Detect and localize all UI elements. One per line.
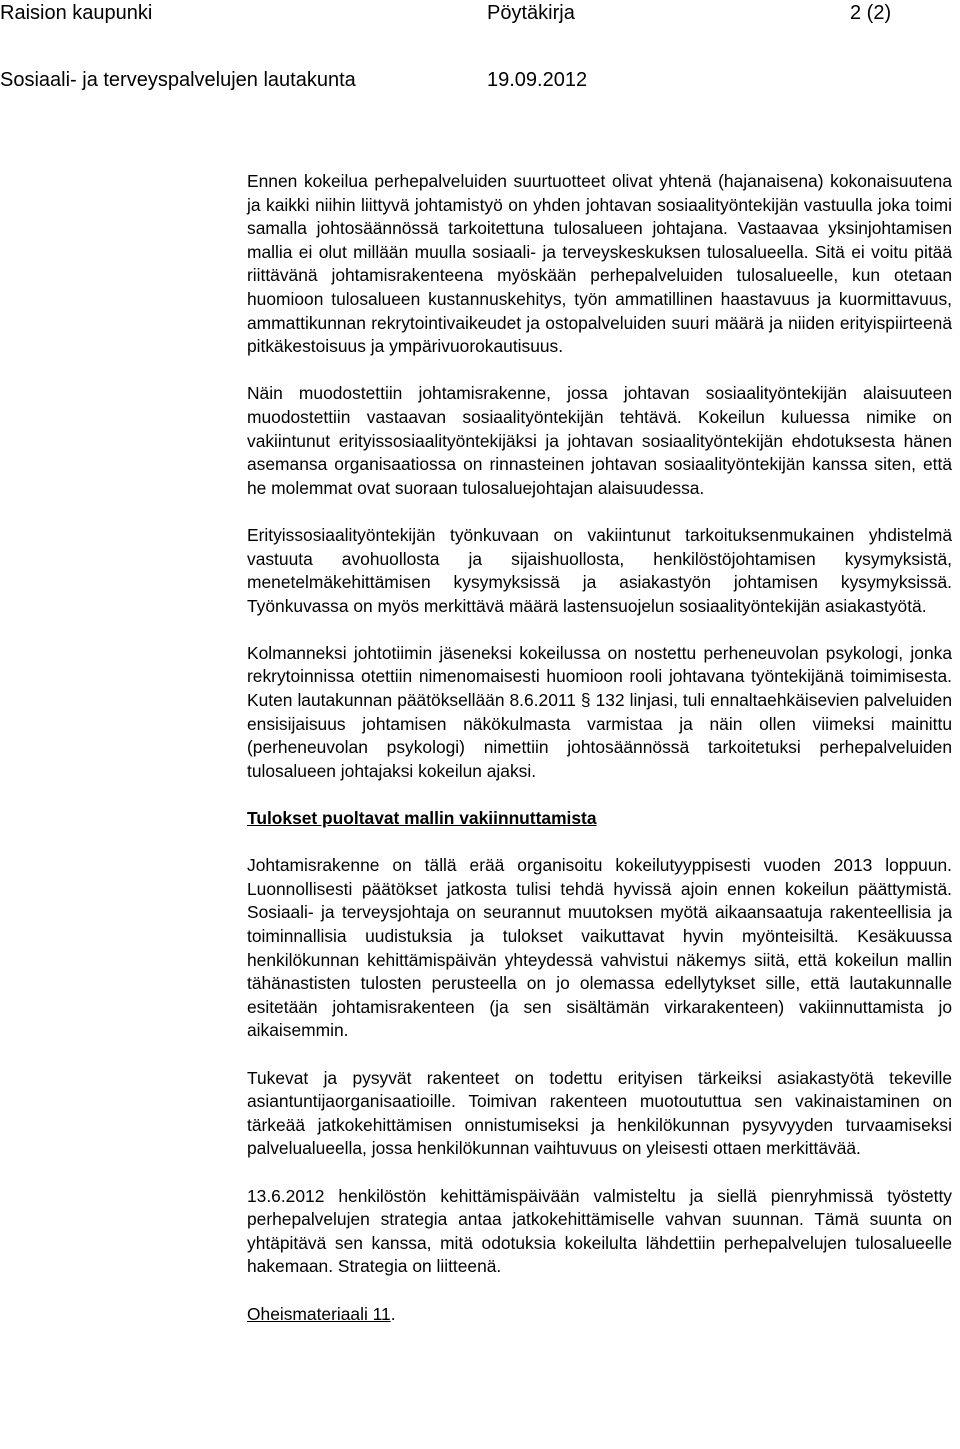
document-body (247, 170, 952, 1326)
paragraph: Ennen kokeilua perhepalveluiden suurtuotteet olivat yhtenä (hajanaisena) kokonaisuutena ja kaikki niihin liittyvä johtamistyö on yhden johtavan sosiaalityöntekijän vastuulla joka toimi samalla johtosäännössä tarkoitettuna tulosalueen johtajana. Vastaavaa yksinjohtamisen mallia ei olut millään muulla sosiaali- ja terveyskeskuksen tulosalueella. Sitä ei voitu pitää riittävänä johtamisrakenteena myöskään perhepalveluiden tulosalueelle, kun otetaan huomioon tulosalueen kustannuskehitys, työn ammatillinen haastavuus ja kuormittavuus, ammattikunnan rekrytointivaikeudet ja ostopalveluiden suuri määrä ja niiden erityispiirteenä pitkäkestoisuus ja ympärivuorokautisuus. (247, 171, 952, 357)
paragraph: 13.6.2012 henkilöstön kehittämispäivään valmisteltu ja siellä pienryhmissä työstetty perhepalvelujen strategia antaa jatkokehittämiselle vahvan suunnan. Tämä suunta on yhtäpitävä sen kanssa, mitä odotuksia kokeilulta lähdettiin perhepalvelujen tulosalueelle hakemaan. Strategia on liitteenä. (247, 1185, 952, 1277)
attachment-reference (247, 1303, 952, 1327)
paragraph: Tukevat ja pysyvät rakenteet on todettu erityisen tärkeiksi asiakastyötä tekeville asiantuntijaorganisaatioille. Toimivan rakenteen muotoututtua sen vakinaistaminen on tärkeää jatkokehittämisen onnistumiseksi ja henkilökunnan pysyvyyden turvaamiseksi palvelualueella, jossa henkilökunnan vaihtuvuus on yleisesti ottaen merkittävää. (247, 1067, 952, 1159)
attachment-link[interactable]: Oheismateriaali 11 (247, 1303, 391, 1324)
meeting-date: 19.09.2012 (487, 69, 588, 91)
paragraph: Erityissosiaalityöntekijän työnkuvaan on vakiintunut tarkoituksenmukainen yhdistelmä vastuuta avohuollosta ja sijaishuollosta, henkilöstöjohtamisen kysymyksistä, menetelmäkehittämisen kysymyksissä ja asiakastyön johtamisen kysymyksissä. Työnkuvassa on myös merkittävä määrä lastensuojelun sosiaalityöntekijän asiakastyötä. (247, 524, 952, 616)
paragraph: Johtamisrakenne on tällä erää organisoitu kokeilutyyppisesti vuoden 2013 loppuun. Luonnollisesti päätökset jatkosta tulisi tehdä hyvissä ajoin ennen kokeilun päättymistä. Sosiaali- ja terveysjohtaja on seurannut muutoksen myötä aikaansaatuja rakenteellisia ja toiminnallisia uudistuksia ja tulokset vaikuttavat hyvin myönteisiltä. Kesäkuussa henkilökunnan kehittämispäivän yhteydessä vahvistui näkemys siitä, että kokeilun mallin tähänastisten tulosten perusteella on jo olemassa edellytykset sille, että lautakunnalle esitetään johtamisrakenteen (ja sen sisältämän virkarakenteen) vakiinnuttamista jo aikaisemmin. (247, 855, 952, 1041)
page-number: 2 (2) (850, 2, 892, 24)
board-name: Sosiaali- ja terveyspalvelujen lautakunta (0, 69, 356, 91)
attachment-suffix: . (390, 1303, 396, 1324)
paragraph: Näin muodostettiin johtamisrakenne, jossa johtavan sosiaalityöntekijän alaisuuteen muodostettiin vastaavan sosiaalityöntekijän tehtävä. Kokeilun kuluessa nimike on vakiintunut erityissosiaalityöntekijäksi ja johtavan sosiaalityöntekijän ehdotuksesta hänen asemansa organisaatiossa on rinnasteinen johtavan sosiaalityöntekijän kanssa siten, että he molemmat ovat suoraan tulosaluejohtajan alaisuudessa. (247, 383, 952, 498)
section-heading: Tulokset puoltavat mallin vakiinnuttamista (247, 808, 597, 829)
organization-name: Raision kaupunki (0, 2, 153, 24)
paragraph: Kolmanneksi johtotiimin jäseneksi kokeilussa on nostettu perheneuvolan psykologi, jonka rekrytoinnissa otettiin nimenomaisesti huomioon rooli johtavana työntekijänä toimimisesta. Kuten lautakunnan päätöksellään 8.6.2011 § 132 linjasi, tuli ennaltaehkäisevien palveluiden ensisijaisuus johtamisen näkökulmasta varmistaa ja näin ollen viimeksi mainittu (perheneuvolan psykologi) nimettiin johtosäännössä tarkoitetuksi perhepalveluiden tulosalueen johtajaksi kokeilun ajaksi. (247, 642, 952, 781)
document-type: Pöytäkirja (487, 2, 575, 24)
